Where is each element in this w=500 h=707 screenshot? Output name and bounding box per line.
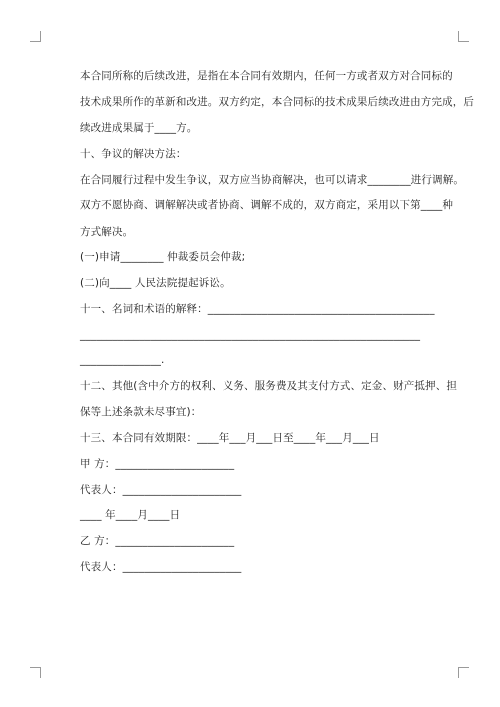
section-heading: 十二、其他(含中介方的权利、义务、服务费及其支付方式、定金、财产抵押、担 [80, 380, 457, 392]
paragraph-line: 续改进成果属于____方。 [80, 122, 198, 134]
paragraph-line: 保等上述条款未尽事宜)： [80, 406, 202, 418]
paragraph-line: 在合同履行过程中发生争议，双方应当协商解决，也可以请求________进行调解。 [80, 174, 464, 186]
section-heading: 十、争议的解决方法： [80, 148, 187, 160]
option-line: (二)向____ 人民法院提起诉讼。 [80, 277, 231, 289]
paragraph-line: 方式解决。 [80, 226, 134, 238]
section-heading: 十三、本合同有效期限：____年___月___日至____年___月___日 [80, 432, 380, 444]
paragraph-line: 双方不愿协商、调解解决或者协商、调解不成的，双方商定，采用以下第____种 [80, 199, 454, 211]
paragraph-line: 本合同所称的后续改进，是指在本合同有效期内，任何一方或者双方对合同标的 [80, 70, 453, 82]
corner-mark-top-left [30, 31, 41, 42]
blank-line: _______________________________________________________________ [80, 329, 421, 341]
signature-line-party-a: 甲 方：______________________ [80, 458, 235, 470]
signature-line-representative: 代表人：______________________ [80, 484, 242, 496]
paragraph-line: 技术成果所作的革新和改进。双方约定，本合同标的技术成果后续改进由方完成，后 [80, 96, 475, 108]
corner-mark-bottom-left [30, 667, 41, 678]
signature-line-party-b: 乙 方：______________________ [80, 535, 235, 547]
corner-mark-top-right [458, 31, 469, 42]
corner-mark-bottom-right [458, 667, 469, 678]
date-line: ____ 年____月____日 [80, 509, 181, 521]
section-heading: 十一、名词和术语的解释：__________________________________________ [80, 303, 435, 315]
blank-line: _______________. [80, 354, 165, 366]
option-line: (一)申请________ 仲裁委员会仲裁; [80, 251, 246, 263]
signature-line-representative: 代表人：______________________ [80, 561, 242, 573]
